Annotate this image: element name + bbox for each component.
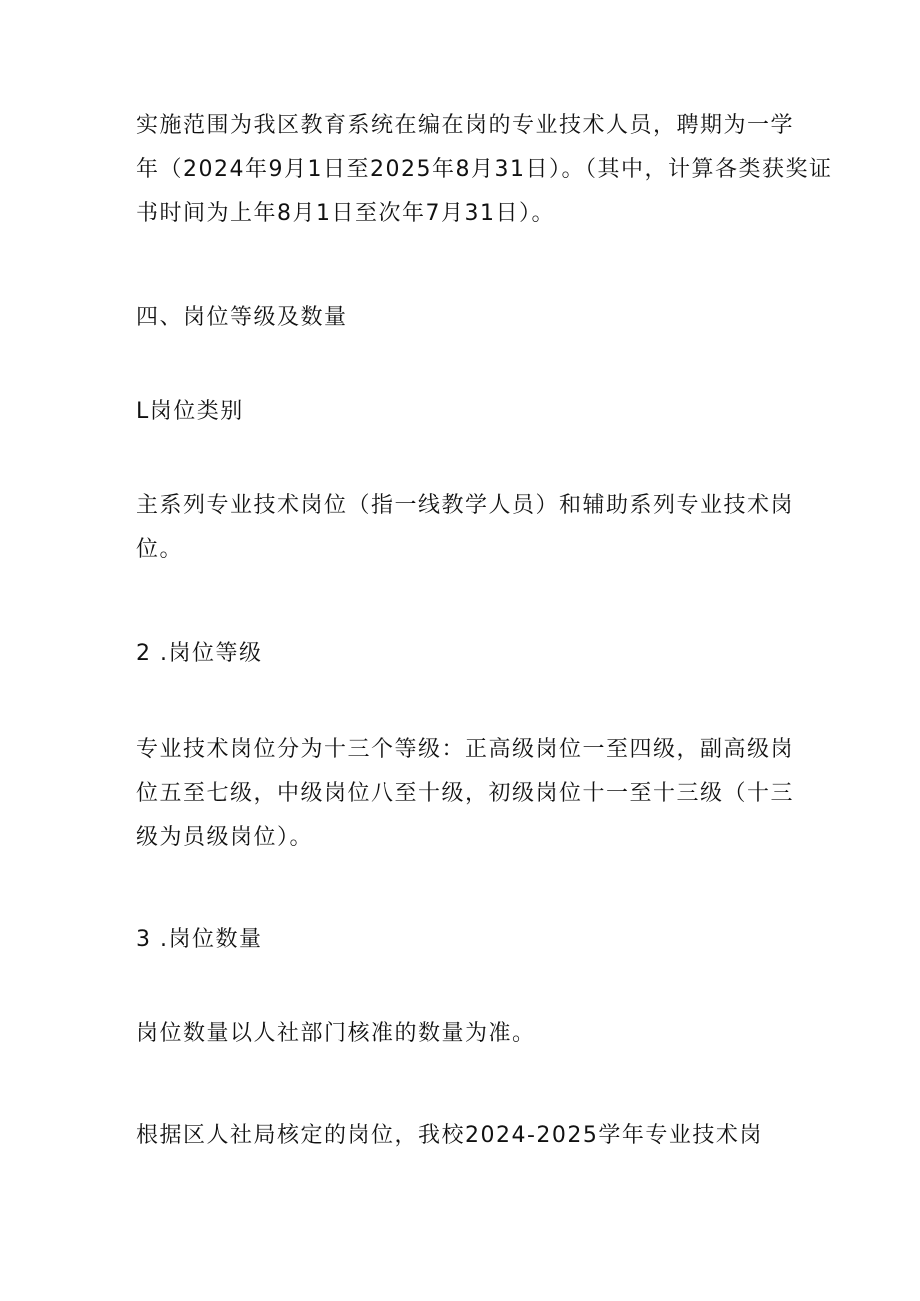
post-count-paragraph: 岗位数量以人社部门核准的数量为准。 — [136, 1021, 536, 1046]
paragraph-line: 专业技术岗位分为十三个等级：正高级岗位一至四级，副高级岗 — [136, 737, 795, 762]
subheading-post-category: L岗位类别 — [136, 399, 244, 424]
subheading-post-count: 3 .岗位数量 — [136, 927, 263, 952]
paragraph-line: 位。 — [136, 537, 184, 562]
paragraph-line: 年（2024年9月1日至2025年8月31日）。（其中，计算各类获奖证 — [136, 157, 833, 182]
paragraph-line: 实施范围为我区教育系统在编在岗的专业技术人员，聘期为一学 — [136, 113, 795, 138]
paragraph-line: 级为员级岗位）。 — [136, 825, 314, 850]
subheading-post-grade: 2 .岗位等级 — [136, 641, 263, 666]
section-heading-4: 四、岗位等级及数量 — [136, 305, 348, 330]
paragraph-line: 书时间为上年8月1日至次年7月31日）。 — [136, 201, 555, 226]
post-category-paragraph — [136, 484, 796, 572]
school-posts-paragraph: 根据区人社局核定的岗位，我校2024-2025学年专业技术岗 — [136, 1123, 763, 1148]
paragraph-line: 主系列专业技术岗位（指一线教学人员）和辅助系列专业技术岗 — [136, 493, 795, 518]
implementation-scope-paragraph — [136, 104, 833, 236]
post-grade-paragraph — [136, 728, 796, 860]
paragraph-line: 位五至七级，中级岗位八至十级，初级岗位十一至十三级（十三 — [136, 781, 795, 806]
